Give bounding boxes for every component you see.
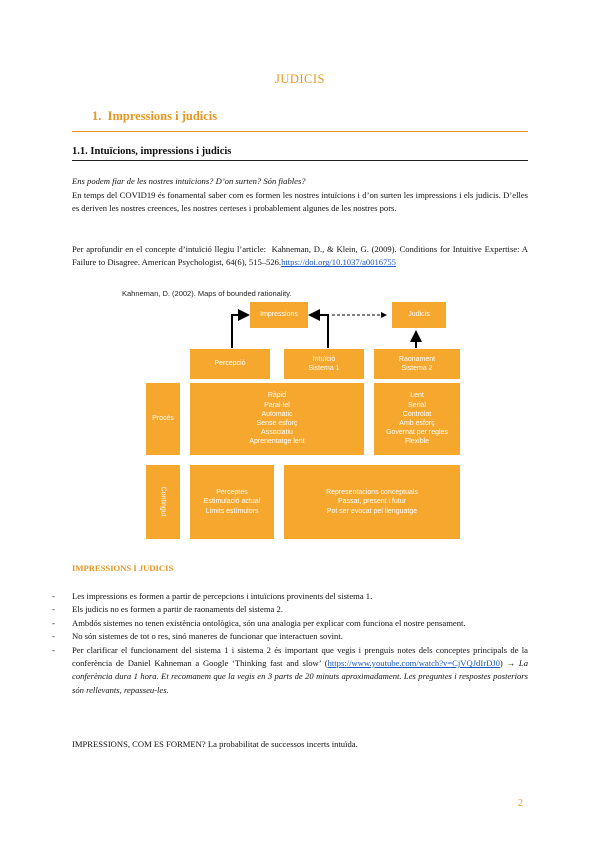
intuition-box: Intuïció Sistema 1: [284, 349, 364, 379]
system2-process-box: Lent Serial Controlat Amb esforç Governat per regles Flexible: [374, 383, 460, 455]
arrow-intuition: [310, 315, 328, 348]
section-heading: 1. Impressions i judicis: [92, 109, 218, 123]
arrow-text: ) →: [499, 658, 519, 669]
intro-paragraph: En temps del COVID19 és fonamental saber com es formen les nostres intuïcions i d’on surten les impressions i els judicis. D’elles es deriven les nostres creences, les nostres certeses i probablement algunes de les nostres pors.: [72, 190, 528, 214]
content-label-box: Contingut: [146, 465, 180, 539]
list-item: - Ambdós sistemes no tenen existència ontològica, són una analogia per explicar com funciona el nostre pensament.: [52, 617, 528, 630]
bullet-list: [52, 590, 528, 697]
reasoning-box: Raonament Sistema 2: [374, 349, 460, 379]
section-label: IMPRESSIONS I JUDICIS: [72, 563, 174, 573]
bullet-text: Per clarificar el funcionament del sistema 1 i sistema 2 és important que vegis i prenguis notes dels conceptes principals de la conferència de Daniel Kahneman a Google ‘Thinking fast and slow’ (: [72, 644, 528, 669]
concept-content-box: Representacions conceptuals Passat, present i futur Pot ser evocat pel llenguatge: [284, 465, 460, 539]
impressions-box: Impressions: [250, 302, 308, 328]
judicis-box: Judicis: [392, 302, 446, 328]
bullet-note: La conferència dura 1 hora. Et recomanem que la vegis en 3 parts de 20 minuts aproximadament. Les preguntes i respostes posteriors són rellevants, repasseu-les.: [72, 658, 528, 695]
process-label-box: Procés: [146, 383, 180, 455]
list-item: - Les impressions es formen a partir de percepcions i intuïcions provinents del sistema 1.: [52, 590, 528, 603]
question-line: Ens podem fiar de les nostres intuïcions? D’on surten? Són fiables?: [72, 176, 306, 186]
list-item: [52, 644, 528, 698]
perception-box: Percepció: [190, 349, 270, 379]
reference-text: Per aprofundir en el concepte d’intuïció llegiu l’article: Kahneman, D., & Klein, G. (2009). Conditions for Intuitive Expertise: A Failure to Disagree. American Psychologist, 64(6), 515–526.: [72, 244, 528, 268]
closing-line: [72, 738, 528, 751]
arrow-perception: [232, 315, 248, 348]
list-item: - No són sistemes de tot o res, sinó maneres de funcionar que interactuen sovint.: [52, 630, 528, 643]
percept-content-box: Perceptes Estimulació actual Límits estímulors: [190, 465, 274, 539]
list-item: - Els judicis no es formen a partir de raonaments del sistema 2.: [52, 603, 528, 616]
diagram-title: Kahneman, D. (2002). Maps of bounded rationality.: [122, 289, 292, 298]
system1-process-box: Ràpid Paral·lel Automàtic Sense esforç Associatiu Aprenentatge lent: [190, 383, 364, 455]
subsection-heading: 1.1. Intuïcions, impressions i judicis: [72, 146, 232, 157]
document-title: JUDICIS: [274, 72, 326, 86]
closing-rest: La probabilitat de successos incerts intuïda.: [205, 739, 358, 749]
closing-caps: IMPRESSIONS, COM ES FORMEN?: [72, 739, 206, 749]
doi-link[interactable]: https://doi.org/10.1037/a0016755: [281, 257, 396, 268]
youtube-link[interactable]: https://www.youtube.com/watch?v=CjVQJdIrDJ0: [327, 658, 500, 669]
page-number: 2: [518, 798, 523, 809]
